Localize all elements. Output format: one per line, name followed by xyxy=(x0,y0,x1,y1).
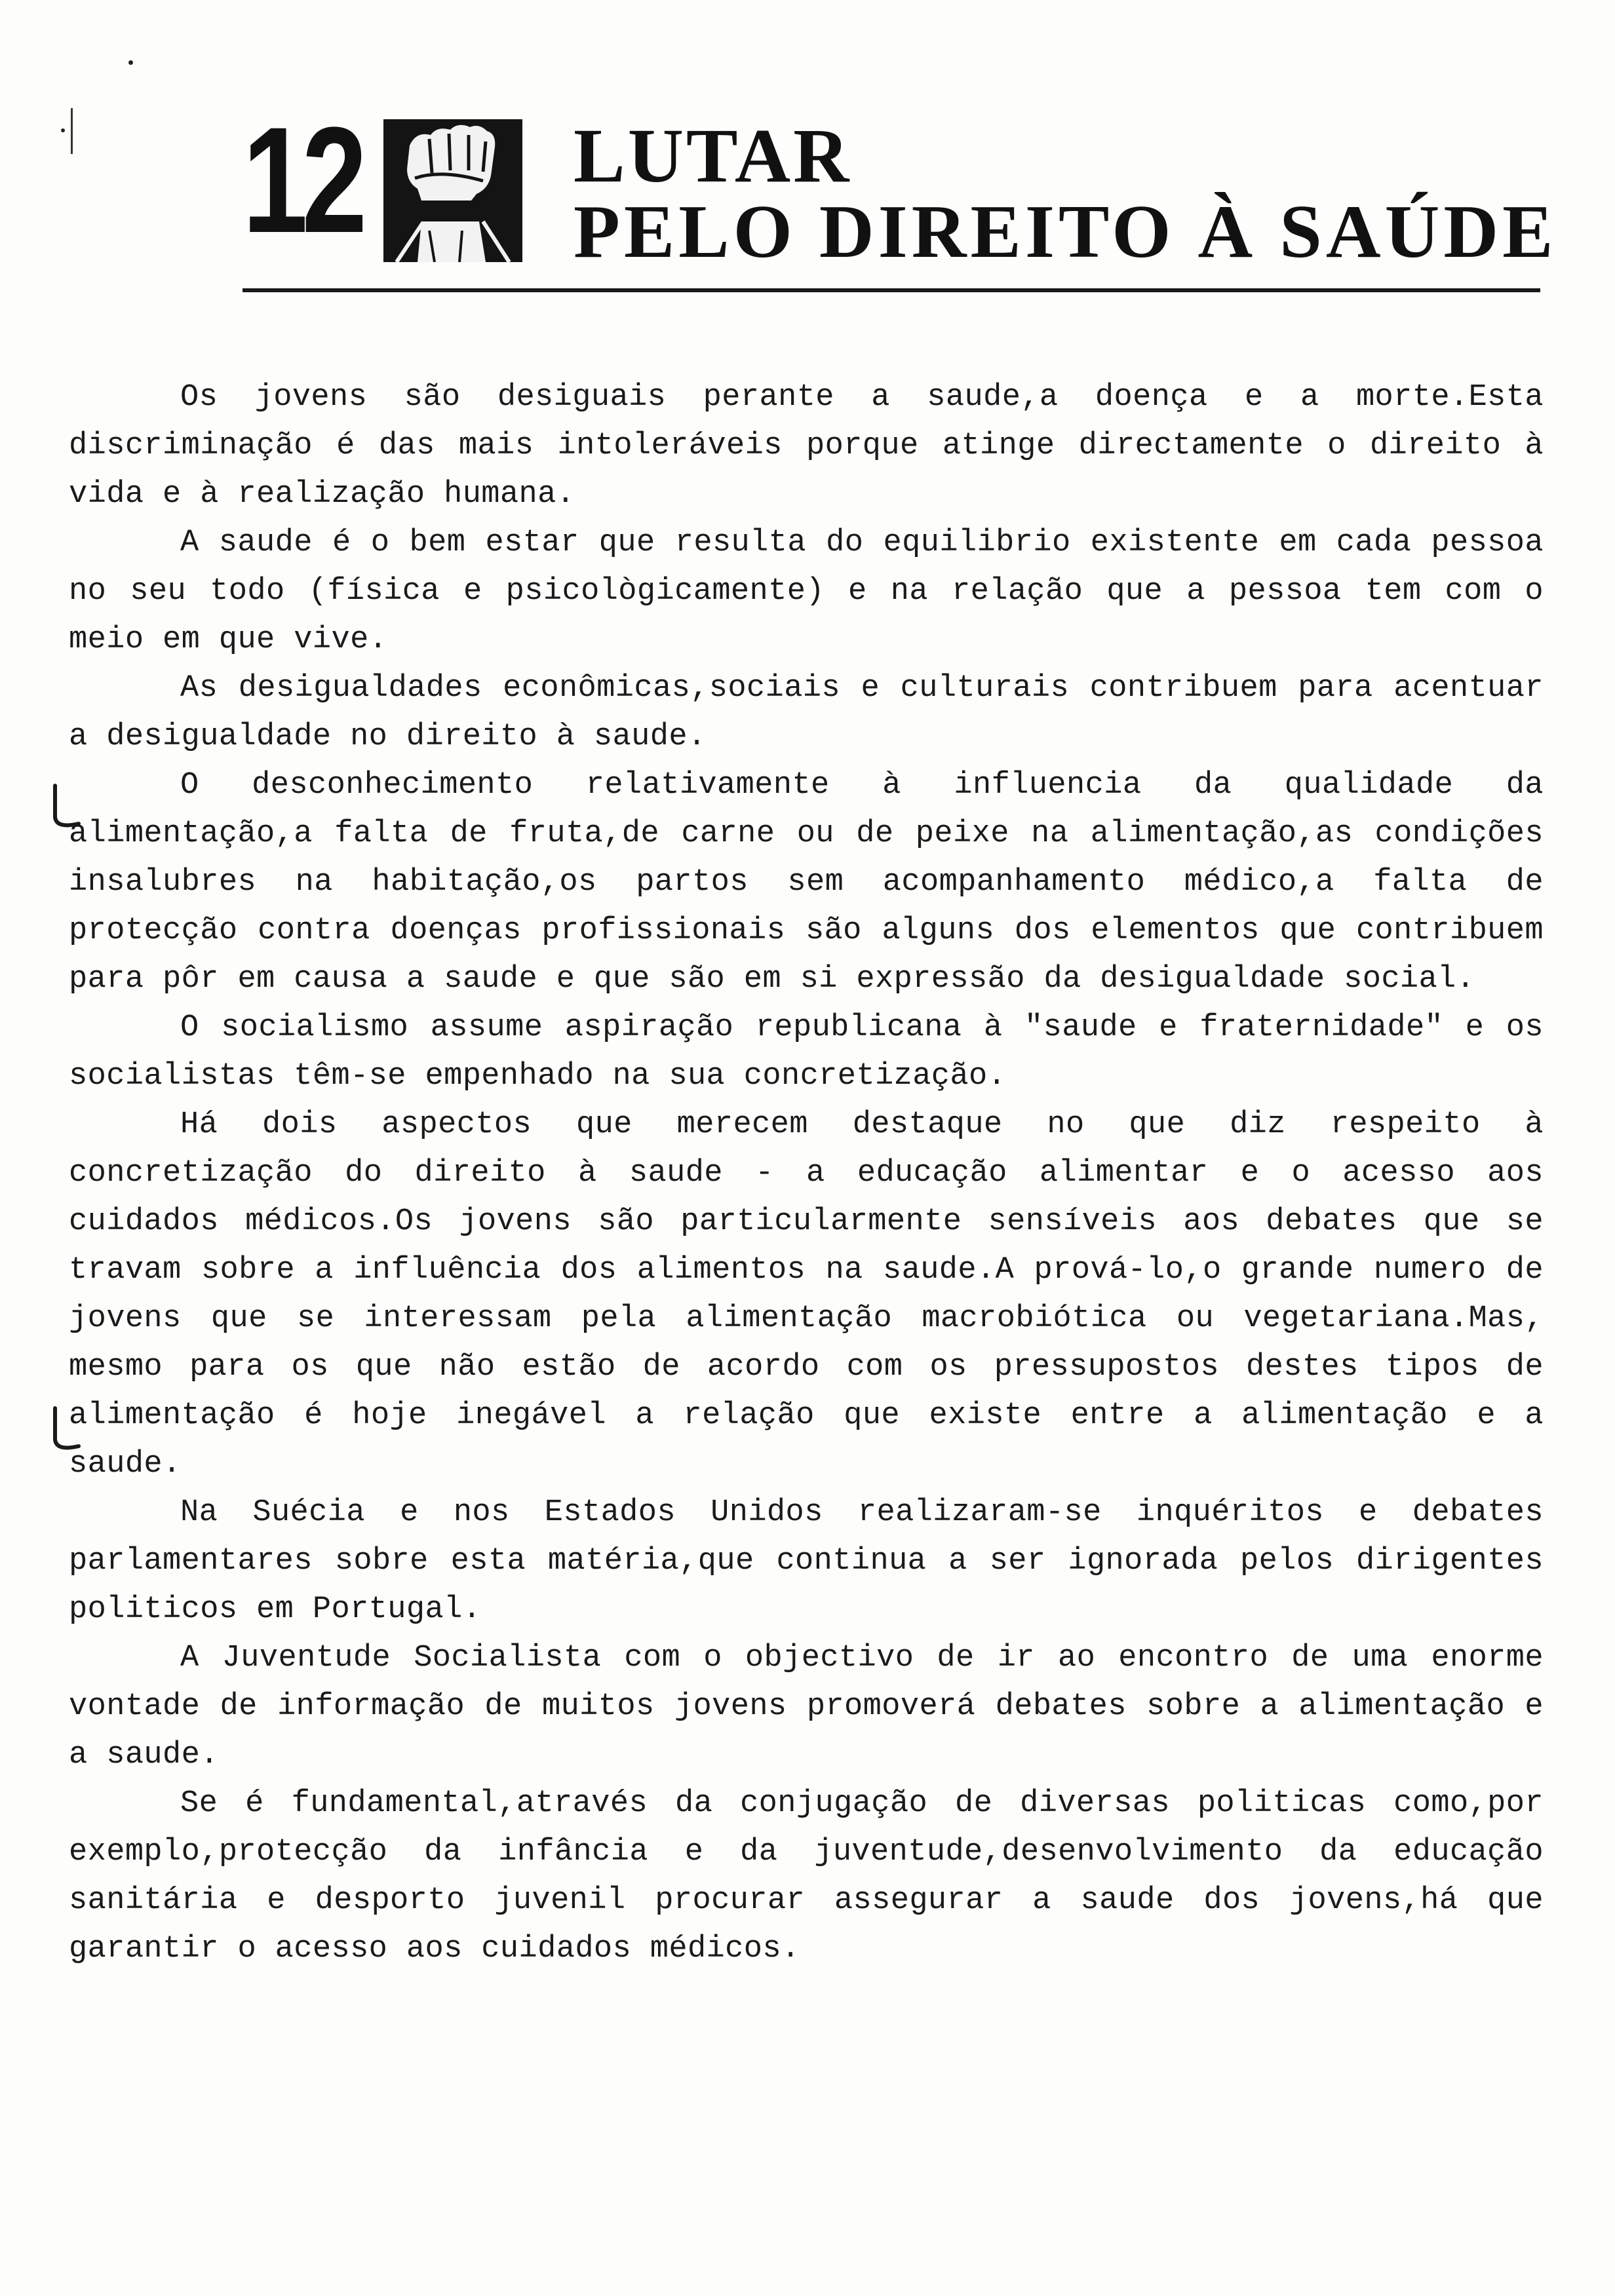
paragraph: O socialismo assume aspiração republicana à "saude e fraternidade" e os socialistas têm-se empenhado na sua concretização. xyxy=(69,1010,1544,1094)
paragraph: O desconhecimento relativamente à influencia da qualidade da alimentação,a falta de fruta,de carne ou de peixe na alimentação,as condições insalubres na habitação,os partos sem acompanhamento médico,a falta de protecção contra doenças profissionais são alguns dos elementos que contribuem para pôr em causa a saude e que são em si expressão da desigualdade social. xyxy=(69,768,1544,997)
paragraph: As desigualdades econômicas,sociais e culturais contribuem para acentuar a desigualdade no direito à saude. xyxy=(69,671,1544,754)
paragraph: Os jovens são desiguais perante a saude,a doença e a morte.Esta discriminação é das mais intoleráveis porque atinge directamente o direito à vida e à realização humana. xyxy=(69,380,1544,512)
scan-speck xyxy=(128,60,133,65)
chapter-number: 12 xyxy=(243,96,361,264)
raised-fist-icon xyxy=(383,119,522,262)
scan-line-mark xyxy=(71,108,73,154)
paragraph: Na Suécia e nos Estados Unidos realizaram-se inquéritos e debates parlamentares sobre esta matéria,que continua a ser ignorada pelos dirigentes politicos em Portugal. xyxy=(69,1495,1544,1627)
paragraph: A Juventude Socialista com o objectivo de ir ao encontro de uma enorme vontade de informação de muitos jovens promoverá debates sobre a alimentação e a saude. xyxy=(69,1641,1544,1772)
paragraph: Há dois aspectos que merecem destaque no que diz respeito à concretização do direito à saude - a educação alimentar e o acesso aos cuidados médicos.Os jovens são particularmente sensíveis aos debates que se travam sobre a influência dos alimentos na saude.A prová-lo,o grande numero de jovens que se interessam pela alimentação macrobiótica ou vegetariana.Mas, mesmo para os que não estão de acordo com os pressupostos destes tipos de alimentação é hoje inegável a relação que existe entre a alimentação e a saude. xyxy=(69,1107,1544,1482)
chapter-header xyxy=(243,96,1557,301)
paragraph: Se é fundamental,através da conjugação de diversas politicas como,por exemplo,protecção da infância e da juventude,desenvolvimento da educação sanitária e desporto juvenil procurar assegurar a saude dos jovens,há que garantir o acesso aos cuidados médicos. xyxy=(69,1786,1544,1966)
scan-speck xyxy=(61,128,65,132)
article-body xyxy=(69,373,1544,1974)
header-rule xyxy=(243,288,1540,292)
title-line-2: PELO DIREITO À SAÚDE xyxy=(574,190,1557,274)
paragraph: A saude é o bem estar que resulta do equilibrio existente em cada pessoa no seu todo (física e psicològicamente) e na relação que a pessoa tem com o meio em que vive. xyxy=(69,526,1544,657)
title-line-1: LUTAR xyxy=(574,113,852,199)
